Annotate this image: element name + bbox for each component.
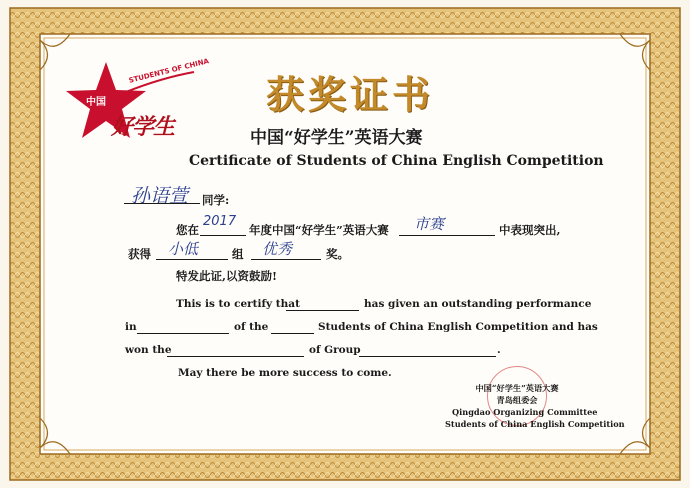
en-line2-a: in bbox=[125, 321, 137, 333]
line2-middle: 组 bbox=[232, 247, 244, 261]
en-closing-line: May there be more success to come. bbox=[178, 367, 392, 379]
round-underline bbox=[399, 235, 495, 236]
en-line2-c: Students of China English Competition and has bbox=[318, 321, 598, 333]
line1-prefix: 您在 bbox=[176, 223, 199, 237]
logo-english-text: STUDENTS OF CHINA bbox=[128, 57, 210, 85]
en-line1-b: has given an outstanding performance bbox=[364, 298, 592, 310]
issuer-english-line1: Qingdao Organizing Committee bbox=[452, 407, 598, 417]
en-name-blank bbox=[286, 310, 359, 311]
issuer-english-line2: Students of China English Competition bbox=[445, 419, 625, 429]
group-underline bbox=[156, 259, 228, 260]
encouragement-line: 特发此证,以资鼓励! bbox=[176, 269, 278, 283]
competition-name-chinese: 中国“好学生”英语大赛 bbox=[250, 128, 423, 148]
line2-suffix: 奖。 bbox=[326, 247, 349, 261]
competition-name-english: Certificate of Students of China English Competition bbox=[189, 153, 604, 169]
issuer-chinese-line1: 中国“好学生”英语大赛 bbox=[475, 383, 559, 393]
year-value: 2017 bbox=[203, 214, 237, 229]
name-underline bbox=[124, 203, 200, 204]
student-name: 孙语萱 bbox=[131, 185, 189, 207]
en-group-blank bbox=[359, 356, 496, 357]
en-line3-c: . bbox=[497, 344, 501, 356]
round-value: 市赛 bbox=[414, 215, 445, 233]
en-line1-a: This is to certify that bbox=[176, 298, 300, 310]
award-underline bbox=[251, 259, 321, 260]
en-line3-a: won the bbox=[125, 344, 172, 356]
award-value: 优秀 bbox=[262, 240, 293, 258]
en-round-blank bbox=[271, 333, 314, 334]
certificate-title: 获奖证书 bbox=[266, 72, 435, 117]
year-underline bbox=[200, 235, 246, 236]
en-line3-b: of Group bbox=[309, 344, 361, 356]
logo-chinese-big: 好学生 bbox=[111, 115, 175, 140]
en-year-blank bbox=[137, 333, 229, 334]
logo-chinese-small: 中国 bbox=[86, 97, 106, 108]
en-award-blank bbox=[167, 356, 304, 357]
line1-suffix: 中表现突出, bbox=[499, 223, 561, 237]
en-line2-b: of the bbox=[234, 321, 269, 333]
issuer-chinese-line2: 青岛组委会 bbox=[496, 395, 538, 405]
group-value: 小低 bbox=[168, 240, 199, 258]
greeting-suffix: 同学: bbox=[202, 193, 230, 207]
line2-prefix: 获得 bbox=[128, 247, 151, 261]
line1-middle: 年度中国“好学生”英语大赛 bbox=[249, 223, 389, 237]
